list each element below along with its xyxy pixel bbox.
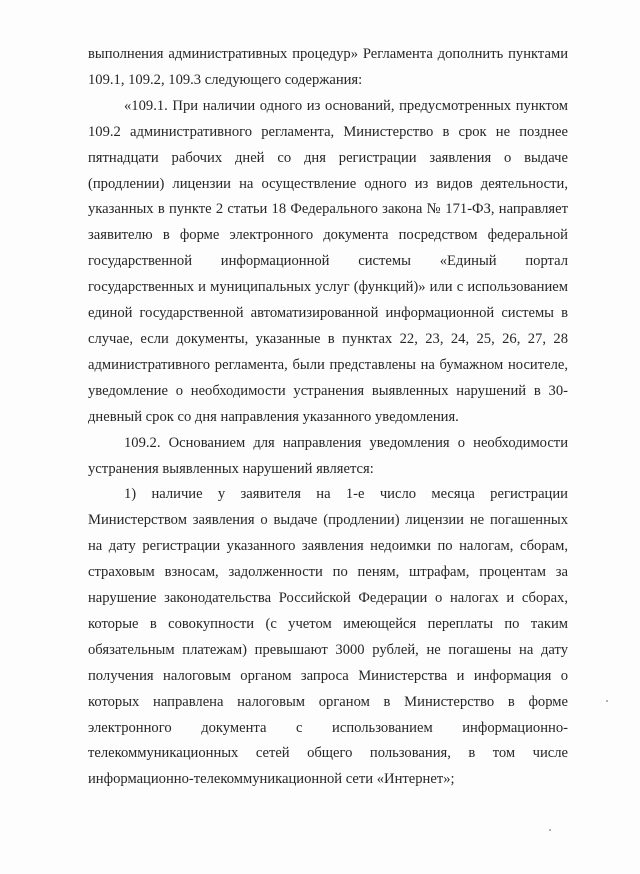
paragraph-109-2: 109.2. Основанием для направления уведомления о необходимости устранения выявленных нарушений является: (88, 434, 568, 477)
scan-speck (549, 829, 551, 831)
scan-speck (606, 700, 608, 702)
paragraph-109-1: «109.1. При наличии одного из оснований, предусмотренных пунктом 109.2 административного регламента, Министерство в срок не позднее пятнадцати рабочих дней со дня регистрации заявления о выдаче (продлении) лицензии на осуществление одного из видов деятельности, указанных в пункте 2 статьи 18 Федерального закона № 171-ФЗ, направляет заявителю в форме электронного документа посредством федеральной государственной информационной системы «Единый портал государственных и муниципальных услуг (функций)» или с использованием единой государственной автоматизированной информационной системы в случае, если документы, указанные в пунктах 22, 23, 24, 25, 26, 27, 28 административного регламента, были представлены на бумажном носителе, уведомление о необходимости устранения выявленных нарушений в 30-дневный срок со дня направления указанного уведомления. (88, 97, 568, 425)
paragraph-item-1: 1) наличие у заявителя на 1-е число месяца регистрации Министерством заявления о выдаче (продлении) лицензии не погашенных на дату регистрации указанного заявления недоимки по налогам, сборам, страховым взносам, задолженности по пеням, штрафам, процентам за нарушение законодательства Российской Федерации о налогах и сборах, которые в совокупности (с учетом имеющейся переплаты по таким обязательным платежам) превышают 3000 рублей, не погашены на дату получения налоговым органом запроса Министерства и информация о которых направлена налоговым органом в Министерство в форме электронного документа с использованием информационно-телекоммуникационных сетей общего пользования, в том числе информационно-телекоммуникационной сети «Интернет»; (88, 486, 568, 788)
paragraph-continuation: выполнения административных процедур» Регламента дополнить пунктами 109.1, 109.2, 109.3 следующего содержания: (88, 46, 568, 88)
document-body (88, 42, 568, 793)
